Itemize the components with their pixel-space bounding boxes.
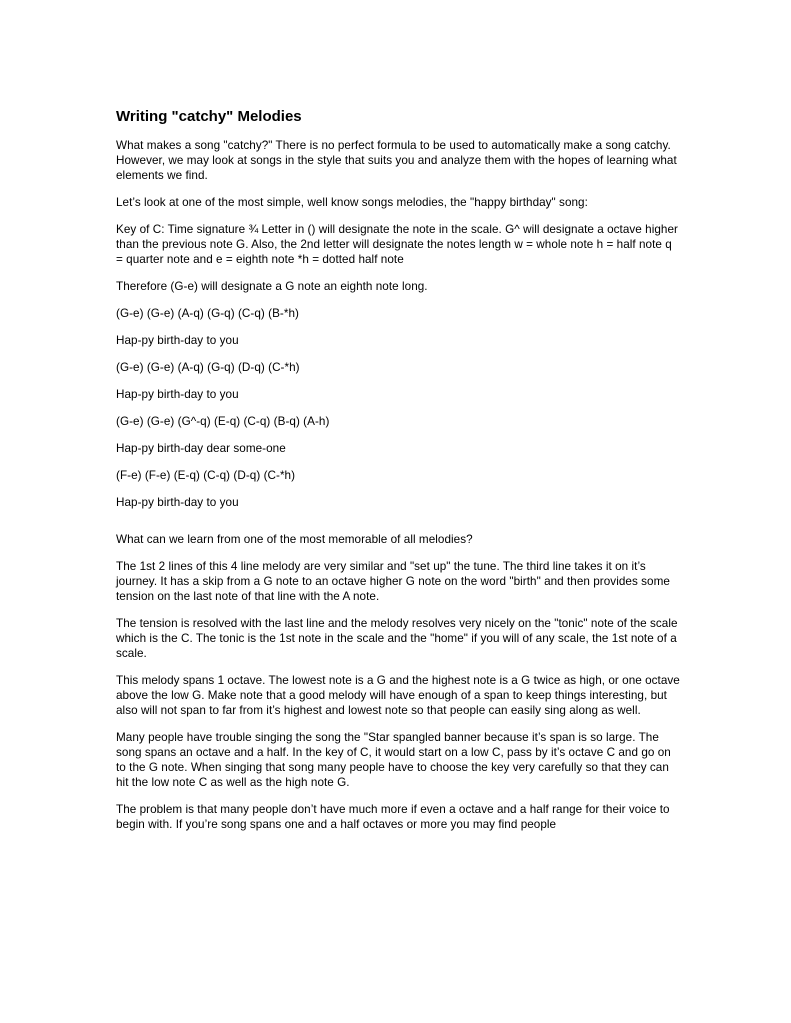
lyric-line-3: Hap-py birth-day dear some-one [116, 442, 286, 455]
document-page [116, 108, 680, 844]
analysis-paragraph-2: The tension is resolved with the last line and the melody resolves very nicely on the "tonic" note of the scale which is the C. The tonic is the 1st note in the scale and the "home" if you will of any scale, the 1st note of a scale. [116, 617, 678, 660]
melody-line-3: (G-e) (G-e) (G^-q) (E-q) (C-q) (B-q) (A-h) [116, 415, 330, 428]
lyric-line-1: Hap-py birth-day to you [116, 334, 239, 347]
analysis-paragraph-1: The 1st 2 lines of this 4 line melody are very similar and "set up" the tune. The third line takes it on it’s journey. It has a skip from a G note to an octave higher G note on the word "birth" and then provides some tension on the last note of that line with the A note. [116, 560, 670, 603]
range-paragraph: The problem is that many people don’t have much more if even a octave and a half range for their voice to begin with. If you’re song spans one and a half octaves or more you may find people [116, 803, 670, 831]
melody-line-1: (G-e) (G-e) (A-q) (G-q) (C-q) (B-*h) [116, 307, 299, 320]
span-paragraph: This melody spans 1 octave. The lowest note is a G and the highest note is a G twice as high, or one octave above the low G. Make note that a good melody will have enough of a span to keep things interesting, but also will not span to far from it’s highest and lowest note so that people can easily sing along as well. [116, 674, 680, 717]
lyric-line-4: Hap-py birth-day to you [116, 496, 239, 509]
intro-paragraph: What makes a song "catchy?" There is no perfect formula to be used to automatically make a song catchy. However, we may look at songs in the style that suits you and analyze them with the hopes of learning what elements we find. [116, 139, 677, 182]
melody-line-2: (G-e) (G-e) (A-q) (G-q) (D-q) (C-*h) [116, 361, 300, 374]
page-title: Writing "catchy" Melodies [116, 108, 302, 125]
melody-line-4: (F-e) (F-e) (E-q) (C-q) (D-q) (C-*h) [116, 469, 296, 482]
anthem-paragraph: Many people have trouble singing the song the "Star spangled banner because it’s span is so large. The song spans an octave and a half. In the key of C, it would start on a low C, pass by it’s octave C and go on to the G note. When singing that song many people have to choose the key very carefully so that they can hit the low note C as well as the high note G. [116, 731, 671, 789]
lyric-line-2: Hap-py birth-day to you [116, 388, 239, 401]
happy-birthday-intro: Let’s look at one of the most simple, well know songs melodies, the "happy birthday" song: [116, 196, 588, 209]
notation-example: Therefore (G-e) will designate a G note an eighth note long. [116, 280, 428, 293]
question-paragraph: What can we learn from one of the most memorable of all melodies? [116, 533, 473, 546]
notation-key-paragraph: Key of C: Time signature ¾ Letter in () will designate the note in the scale. G^ will designate a octave higher than the previous note G. Also, the 2nd letter will designate the notes length w = whole note h = half note q = quarter note and e = eighth note *h = dotted half note [116, 223, 678, 266]
